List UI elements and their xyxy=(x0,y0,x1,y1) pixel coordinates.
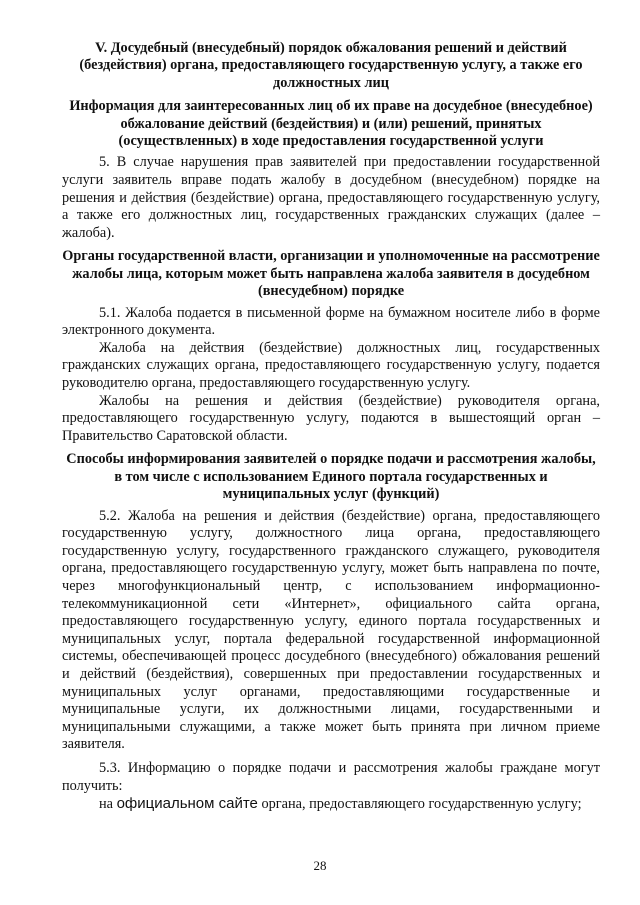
paragraph-5: 5. В случае нарушения прав заявителей при предоставлении государственной услуги заявитель вправе подать жалобу в досудебном (внесудебном) порядке на решения и действия (бездействие) органа, предоставляющего государственную услугу, а также его должностных лиц, государственных гражданских служащих (далее – жалоба). xyxy=(62,154,600,241)
paragraph-5-1: 5.1. Жалоба подается в письменной форме на бумажном носителе либо в форме электронного документа. xyxy=(62,304,600,339)
paragraph-5-3: 5.3. Информацию о порядке подачи и рассмотрения жалобы граждане могут получить: xyxy=(62,759,600,794)
list-item-suffix: органа, предоставляющего государственную услугу; xyxy=(257,796,582,813)
subsection-heading-appeal-rights: Информация для заинтересованных лиц об их праве на досудебное (внесудебное) обжалование действий (бездействия) и (или) решений, принятых (осуществленных) в ходе предоставления государственной услуги xyxy=(69,98,593,150)
list-item-official-site xyxy=(62,795,600,814)
subsection-heading-authorities: Органы государственной власти, организации и уполномоченные на рассмотрение жалобы лица, которым может быть направлена жалоба заявителя в досудебном (внесудебном) порядке xyxy=(62,248,600,300)
paragraph-5-1-head: Жалобы на решения и действия (бездействие) руководителя органа, предоставляющего государственную услугу, подаются в вышестоящий орган – Правительство Саратовской области. xyxy=(62,392,600,444)
page-number: 28 xyxy=(313,858,327,873)
paragraph-5-1-officials: Жалоба на действия (бездействие) должностных лиц, государственных гражданских служащих органа, предоставляющего государственную услугу, подается руководителю органа, предоставляющего государственную услугу. xyxy=(62,339,600,391)
list-item-prefix: на xyxy=(99,796,117,813)
paragraph-5-2: 5.2. Жалоба на решения и действия (бездействие) органа, предоставляющего государственную услугу, должностного лица органа, предоставляющего государственную услугу, государственного гражданского служащего, руководителя органа, предоставляющего государственную услугу, может быть направлена по почте, через многофункциональный центр, с использованием информационно-телекоммуникационной сети «Интернет», официального сайта органа, предоставляющего государственную услугу, единого портала государственных и муниципальных услуг, портала федеральной государственной информационной системы, обеспечивающей процесс досудебного (внесудебного) обжалования решений и действий (бездействия), совершенных при предоставлении государственных и муниципальных услуг органами, предоставляющими государственные и муниципальные услуги, их должностными лицами, государственными и муниципальными служащими, а также может быть принята при личном приеме заявителя. xyxy=(62,507,600,753)
official-site-phrase: официальном сайте xyxy=(116,795,258,813)
subsection-heading-informing: Способы информирования заявителей о порядке подачи и рассмотрения жалобы, в том числе с использованием Единого портала государственных и муниципальных услуг (функций) xyxy=(66,451,596,503)
section-title: V. Досудебный (внесудебный) порядок обжалования решений и действий (бездействия) органа, предоставляющего государственную услугу, а также его должностных лиц xyxy=(79,40,583,91)
